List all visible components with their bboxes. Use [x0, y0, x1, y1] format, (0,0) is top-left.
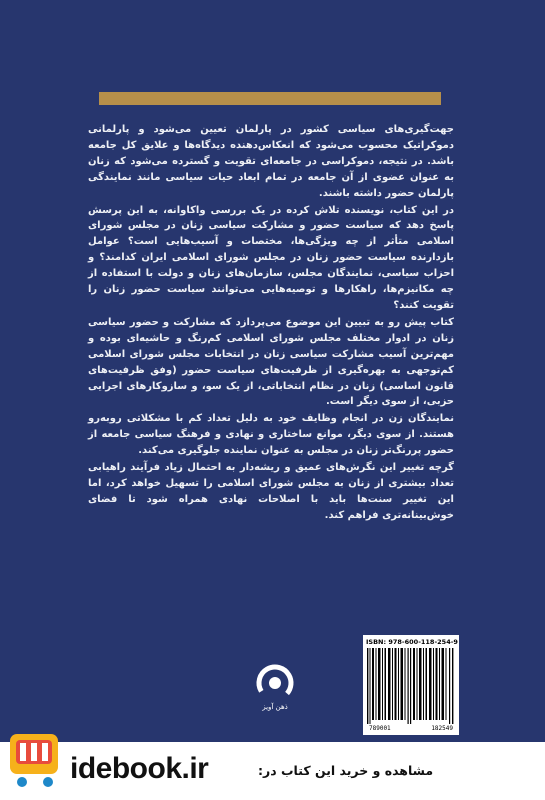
brand-name: idebook [70, 752, 182, 785]
publisher-name: ذهن آویز [262, 703, 288, 711]
barcode-digits-right: 182549 [431, 725, 453, 732]
barcode-label [363, 635, 459, 735]
paragraph-2: در این کتاب، نویسنده تلاش کرده در یک بررسی واکاوانه، به این پرسش پاسخ دهد که سیاست حضور و مشارکت سیاسی زنان در مجلس شورای اسلامی متأثر از چه ویژگی‌ها، مختصات و آسیب‌هایی است؟ عوامل بازدارنده سیاست حضور زنان در مجلس شورای اسلامی ایران کدامند؟ و احزاب سیاسی، نمایندگان مجلس، سازمان‌های زنان و دولت با استفاده از چه مکانیزم‌ها، راهکارها و توصیه‌هایی می‌توانند سیاست حضور زنان را تقویت کنند؟ [88, 204, 454, 311]
watermark-tagline: مشاهده و خرید این کتاب در: [258, 763, 434, 778]
paragraph-4: نمایندگان زن در انجام وظایف خود به دلیل تعداد کم با مشکلاتی روبه‌رو هستند. از سوی دیگر، موانع ساختاری و نهادی و فرهنگ سیاسی جامعه از حضور پررنگ‌تر زنان در مجلس به عنوان نماینده جلوگیری می‌کند. [88, 413, 454, 457]
decorative-gold-bar [99, 92, 441, 105]
paragraph-3: کتاب پیش رو به تبیین این موضوع می‌پردازد که مشارکت و حضور سیاسی زنان در ادوار مختلف مجلس شورای اسلامی کم‌رنگ و حاشیه‌ای بوده و مهم‌ترین آسیب مشارکت سیاسی زنان در انتخابات مجلس شورای اسلامی کم‌توجهی به بهره‌گیری از ظرفیت‌های سیاست حضور (وفق ظرفیت‌های قانون اساسی) زنان در نظام انتخاباتی، از یک سو، و سازوکارهای اجرایی حزبی، از سوی دیگر است. [88, 316, 454, 408]
brand-suffix: .ir [181, 752, 209, 785]
site-watermark[interactable] [0, 722, 545, 800]
paragraph-5: گرچه تغییر این نگرش‌های عمیق و ریشه‌دار به احتمال زیاد فرآیند راهیابی تعداد بیشتری از زنان به مجلس شورای اسلامی را تسهیل خواهد کرد، اما این تغییر سنت‌ها باید با اصلاحات نهادی همراه شود تا فضای خوش‌بینانه‌تری فراهم کند. [88, 462, 454, 521]
isbn-text: ISBN: 978-600-118-254-9 [366, 638, 458, 646]
watermark-brand [70, 752, 208, 786]
barcode-icon [367, 648, 455, 724]
shopping-cart-icon [6, 730, 66, 788]
barcode-digits-left: 789001 [369, 725, 391, 732]
back-cover-text [88, 122, 454, 524]
paragraph-1: جهت‌گیری‌های سیاسی کشور در پارلمان تعیین می‌شود و پارلمانی دموکراتیک محسوب می‌شود که انعکاس‌دهنده دیدگاه‌ها و علایق کل جامعه باشد. در نتیجه، دموکراسی در جامعه‌ای تقویت و گسترده می‌شود که زنان به عنوان عضوی از آن جامعه در تمام ابعاد حیات سیاسی مانند نمایندگی پارلمان حضور داشته باشند. [88, 124, 454, 199]
publisher-logo-icon [250, 663, 300, 713]
